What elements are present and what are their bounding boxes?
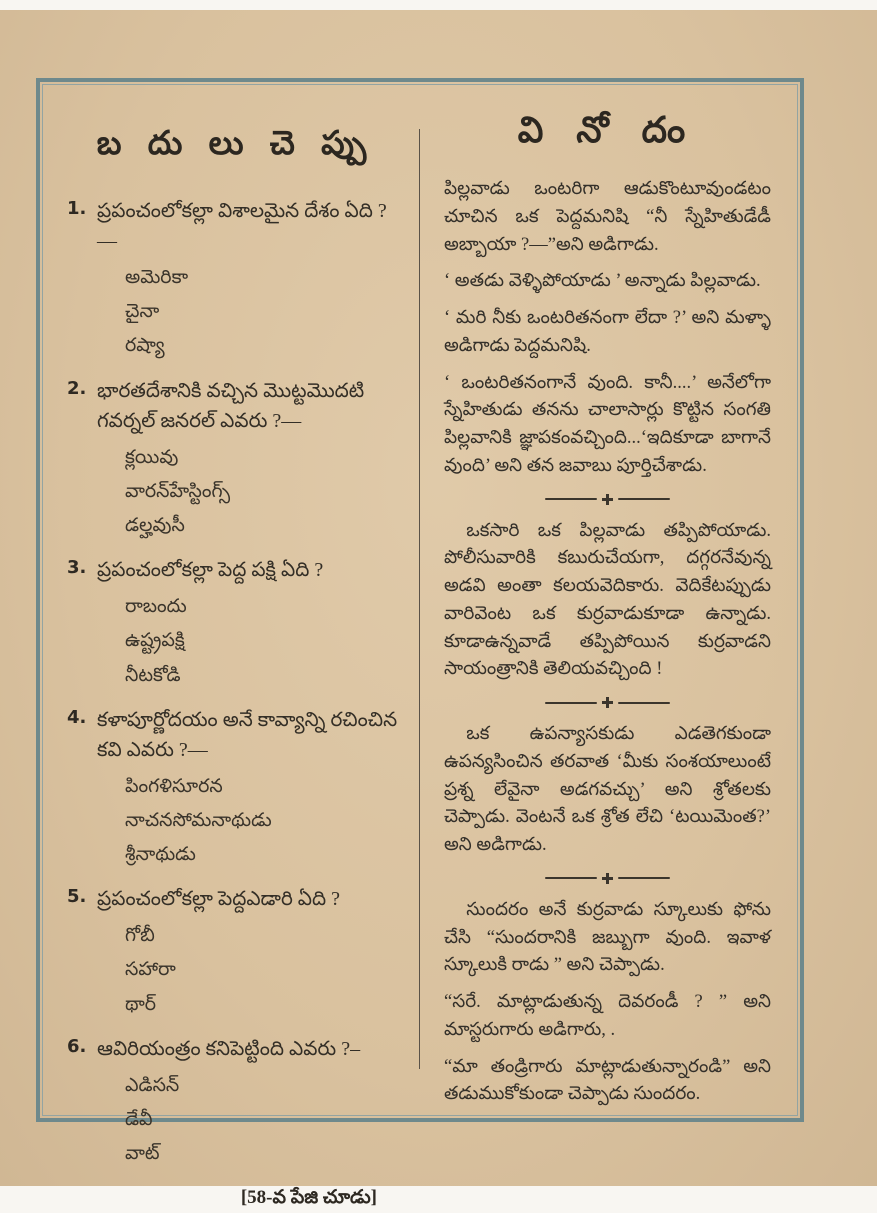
divider-rule [618,702,670,704]
question-body [97,705,405,873]
joke-paragraph: “మా తండ్రిగారు మాట్లాడుతున్నారండి” అని తడుముకోకుండా చెప్పాడు సుందరం. [444,1056,771,1105]
quiz-question-3 [67,555,405,693]
option: నీటకోడి [125,664,181,686]
question-number: 6. [67,1035,87,1057]
quiz-question-6 [67,1034,405,1172]
joke-paragraph: ‘ అతడు వెళ్ళిపోయాడు ’ అన్నాడు పిల్లవాడు. [444,271,761,292]
option: వాట్ [125,1143,160,1165]
question-number: 3. [67,557,87,579]
question-options [125,441,405,544]
question-options [125,261,405,364]
option: నాచనసోమనాథుడు [125,809,272,831]
joke-paragraph: “సరే. మాట్లాడుతున్న దెవరండీ ? ” అని మాస్టరుగారు అడిగారు, . [444,992,771,1040]
question-text: భారతదేశానికి వచ్చిన మొట్టమొదటి గవర్నల్ జనరల్ ఎవరు ?— [97,379,365,432]
humor-title: వి నో దం [517,110,698,150]
quiz-title: బ దు లు చె ప్పు [96,126,376,162]
option: అమెరికా [125,267,189,288]
question-body [97,555,405,693]
question-options [125,590,405,693]
joke-paragraph: ఒకసారి ఒక పిల్లవాడు తప్పిపోయాడు. పోలీసువారికి కబురుచేయగా, దగ్గరనేవున్న అడవి అంతా కలయవెదికారు. వెదికేటప్పుడు వారివెంట ఒక కుర్రవాడుకూడా ఉన్నాడు. కూడాఉన్నవాడే తప్పిపోయిన కుర్రవాడని సాయంత్రానికి తెలియవచ్చింది ! [444,520,771,680]
question-body [97,884,405,1022]
humor-column [420,85,797,1115]
option: ఎడిసన్ [125,1074,180,1096]
option: సహారా [125,959,176,981]
joke-paragraph: ‘ ఒంటరితనంగానే వుంది. కానీ....’ అనేలోగా స్నేహితుడు తనను చాలాసార్లు కొట్టిన సంగతి పిల్లవానికి జ్ఞాపకంవచ్చింది...‘ఇదికూడా బాగానే వుంది’ అని తన జవాబు పూర్తిచేశాడు. [444,372,771,476]
option: థార్ [125,993,157,1015]
section-divider-ornament [444,697,771,708]
question-number: 2. [67,377,87,399]
divider-rule [545,877,597,879]
question-options [125,770,405,873]
cross-ornament-icon [602,697,613,708]
option: ఉష్ట్రపక్షి [125,630,185,652]
divider-rule [618,877,670,879]
question-text: ప్రపంచంలోకల్లా పెద్ద పక్షి ఏది ? [97,559,324,582]
section-divider-ornament [444,873,771,884]
option: పింగళిసూరన [125,775,223,797]
option: రాబందు [125,596,187,618]
question-body [97,196,405,364]
option: డల్హవుసీ [125,514,185,536]
option: చైనా [125,301,160,323]
quiz-column [43,85,419,1209]
option: శ్రీనాథుడు [125,844,196,866]
divider-rule [618,498,670,500]
question-text: ప్రపంచంలోకల్లా పెద్దఎడారి ఏది ? [97,888,341,911]
cross-ornament-icon [602,873,613,884]
joke-paragraph: ఒక ఉపన్యాసకుడు ఎడతెగకుండా ఉపన్యసించిన తరవాత ‘మీకు సంశయాలుంటే ప్రశ్న లేవైనా అడగవచ్చు’ అని శ్రోతలకు చెప్పాడు. వెంటనే ఒక శ్రోత లేచి ‘టయిమెంత?’ అని అడిగాడు. [444,724,771,855]
question-body [97,1034,405,1172]
question-options [125,919,405,1022]
divider-rule [545,498,597,500]
option: డేవీ [125,1109,153,1130]
joke-paragraph: ‘ మరి నీకు ఒంటరితనంగా లేదా ?’ అని మళ్ళా అడిగాడు పెద్దమనిషి. [444,308,771,356]
question-options [125,1069,405,1172]
paper-background [0,10,877,1209]
page-frame-border [36,78,804,1209]
option: క్లయివు [125,446,179,468]
see-page-note: [58-వ పేజి చూడు] [240,1187,377,1209]
question-number: 4. [67,706,87,728]
option: గోబీ [125,925,155,947]
question-text: ఆవిరియంత్రం కనిపెట్టింది ఎవరు ?– [97,1037,361,1060]
joke-paragraph: సుందరం అనే కుర్రవాడు స్కూలుకు ఫోను చేసి “సుందరానికి జబ్బుగా వుంది. ఇవాళ స్కూలుకి రాడు ” అని చెప్పాడు. [444,899,771,976]
section-divider-ornament [444,494,771,505]
quiz-question-5 [67,884,405,1022]
question-body [97,376,405,544]
quiz-question-2 [67,376,405,544]
divider-rule [545,702,597,704]
option: వారన్‌హేస్టింగ్స్ [125,480,231,502]
page-frame-inner-rule [42,84,798,1209]
question-text: ప్రపంచంలోకల్లా విశాలమైన దేశం ఏది ?— [97,200,387,252]
cross-ornament-icon [602,494,613,505]
option: రష్యా [125,335,165,357]
quiz-question-1 [67,196,405,364]
question-text: కళాపూర్ణోదయం అనే కావ్యాన్ని రచించిన కవి ఎవరు ?— [97,708,398,761]
quiz-question-4 [67,705,405,873]
joke-paragraph: పిల్లవాడు ఒంటరిగా ఆడుకొంటూవుండటం చూచిన ఒక పెద్దమనిషి “నీ స్నేహితుడేడీ అబ్బాయా ?—”అని అడిగాడు. [444,179,771,255]
question-number: 5. [67,886,87,908]
question-number: 1. [67,198,87,219]
